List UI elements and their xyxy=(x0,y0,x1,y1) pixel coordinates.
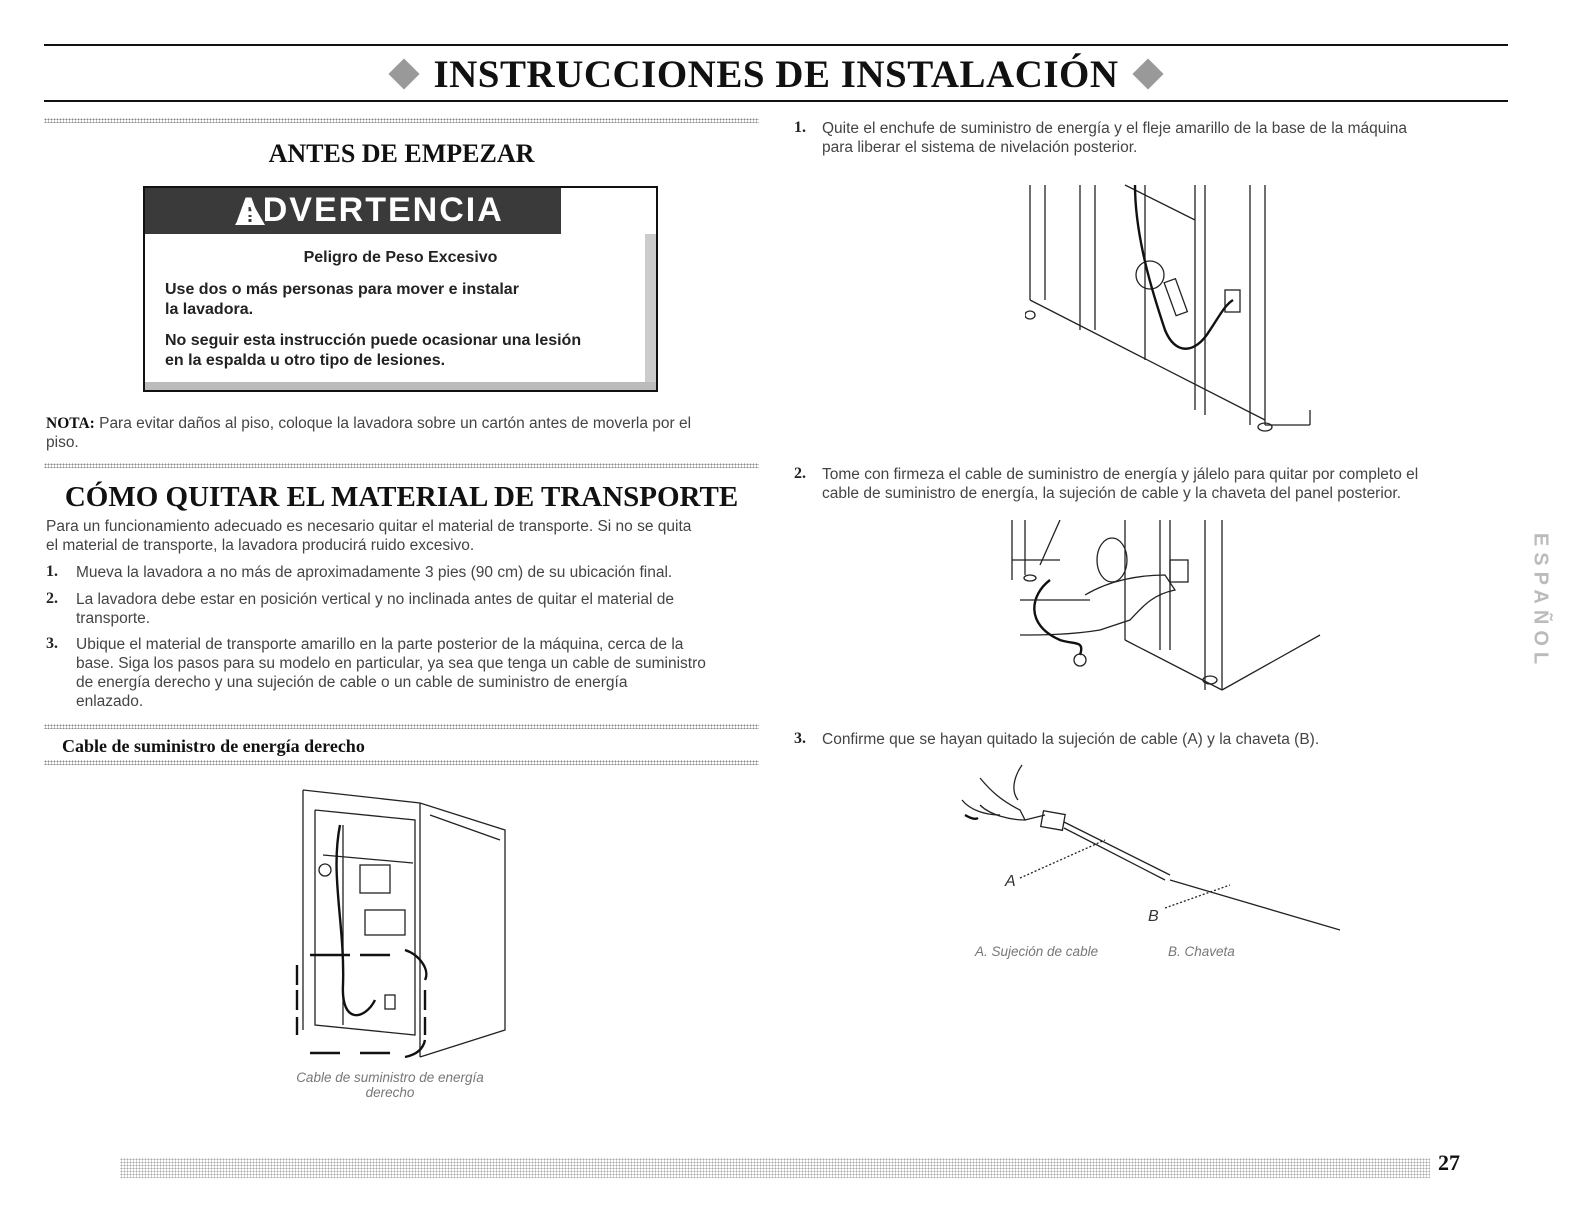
step-number: 1. xyxy=(794,119,806,136)
nota-paragraph xyxy=(46,414,761,452)
title-underline xyxy=(44,100,1508,102)
step-text: Confirme que se hayan quitado la sujeción de cable (A) y la chaveta (B). xyxy=(822,731,1320,748)
footer-bar xyxy=(120,1158,1430,1178)
figure-caption: Cable de suministro de energía derecho xyxy=(296,1070,484,1100)
warning-footer-shade xyxy=(145,382,656,390)
nota-label: NOTA: xyxy=(46,415,95,432)
section-divider xyxy=(44,118,759,123)
step-number: 2. xyxy=(794,465,806,482)
top-rule xyxy=(44,44,1508,46)
warning-header: ADVERTENCIA xyxy=(236,191,504,229)
nota-text: piso. xyxy=(46,434,79,451)
subsection-divider xyxy=(44,760,759,765)
step-number: 3. xyxy=(794,730,806,747)
page-title-text: INSTRUCCIONES DE INSTALACIÓN xyxy=(433,53,1119,96)
intro-text: el material de transporte, la lavadora producirá ruido excesivo. xyxy=(46,537,475,554)
warning-line: la lavadora. xyxy=(165,301,254,318)
step-text: Mueva la lavadora a no más de aproximadamente 3 pies (90 cm) de su ubicación final. xyxy=(76,564,673,581)
label-a: A xyxy=(1005,873,1016,890)
warning-line: Use dos o más personas para mover e instalar xyxy=(165,281,519,298)
section-heading-transporte: CÓMO QUITAR EL MATERIAL DE TRANSPORTE xyxy=(64,481,739,513)
page-number: 27 xyxy=(1438,1150,1460,1175)
step-number: 3. xyxy=(46,635,58,652)
step-number: 1. xyxy=(46,563,58,580)
intro-text: Para un funcionamiento adecuado es necesario quitar el material de transporte. Si no se quita xyxy=(46,518,692,535)
power-plug-illustration xyxy=(1025,180,1315,440)
nota-text: Para evitar daños al piso, coloque la lavadora sobre un cartón antes de moverla por el xyxy=(94,415,692,432)
step-text: Quite el enchufe de suministro de energía y el fleje amarillo de la base de la máquina para liberar el sistema de nivelación posterior. xyxy=(822,120,1408,156)
caption-a: A. Sujeción de cable xyxy=(975,944,1099,959)
page-title xyxy=(44,52,1508,97)
step-number: 2. xyxy=(46,590,58,607)
subsection-divider xyxy=(44,724,759,729)
intro-paragraph xyxy=(46,517,761,555)
warning-title: Peligro de Peso Excesivo xyxy=(303,249,498,266)
section-heading-antes: ANTES DE EMPEZAR xyxy=(268,139,535,168)
warning-line: en la espalda u otro tipo de lesiones. xyxy=(165,352,446,369)
label-b: B xyxy=(1148,908,1159,925)
pull-cord-illustration xyxy=(1000,520,1330,700)
diamond-icon xyxy=(389,58,420,89)
washer-back-illustration xyxy=(285,785,515,1060)
step-text: Tome con firmeza el cable de suministro de energía y jálelo para quitar por completo el cable de suministro de energía, la sujeción de cable y la chaveta del panel posterior. xyxy=(822,466,1419,502)
subsection-heading: Cable de suministro de energía derecho xyxy=(62,736,365,756)
diamond-icon xyxy=(1132,58,1163,89)
caption-b: B. Chaveta xyxy=(1168,944,1235,959)
warning-line: No seguir esta instrucción puede ocasionar una lesión xyxy=(165,332,582,349)
language-side-tab xyxy=(1520,530,1560,680)
section-divider xyxy=(44,463,759,468)
step-text: Ubique el material de transporte amarillo en la parte posterior de la máquina, cerca de la base. Siga los pasos para su modelo en particular, ya sea que tenga un cable de suministro de energía derecho y una sujeción de cable o un cable de suministro de energía enlazado. xyxy=(76,636,706,710)
side-tab-label: ESPAÑOL xyxy=(1529,532,1552,671)
step-text: La lavadora debe estar en posición vertical y no inclinada antes de quitar el material de transporte. xyxy=(76,591,674,627)
